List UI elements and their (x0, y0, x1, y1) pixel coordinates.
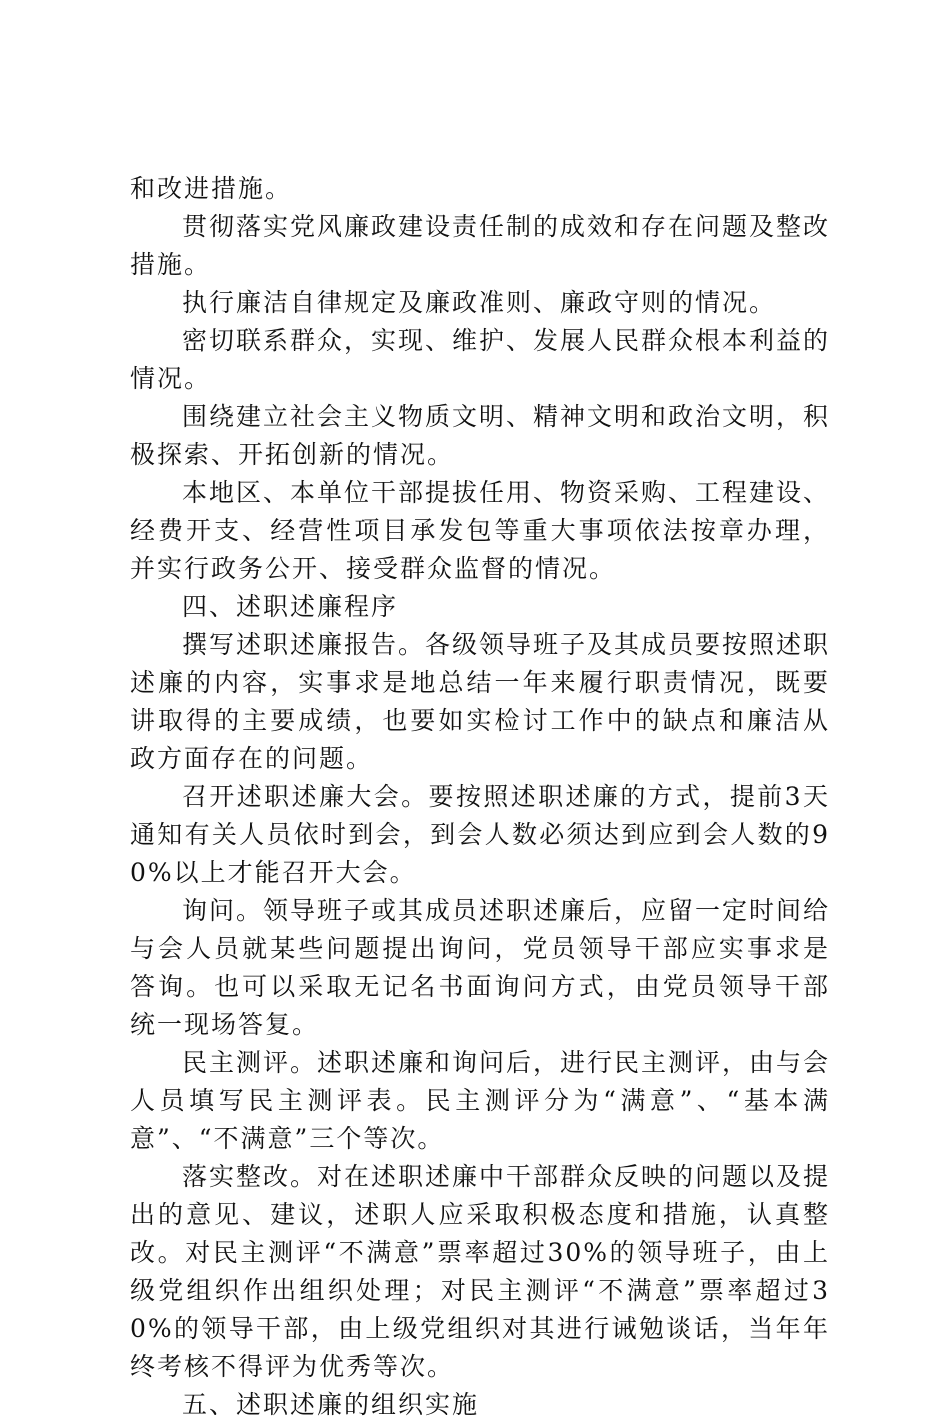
paragraph-continuation: 和改进措施。 (130, 174, 293, 203)
paragraph-masses: 密切联系群众，实现、维护、发展人民群众根本利益的情况。 (130, 326, 831, 393)
paragraph-meeting: 召开述职述廉大会。要按照述职述廉的方式，提前3天通知有关人员依时到会，到会人数必须达到应到会人数的90%以上才能召开大会。 (130, 782, 830, 887)
paragraph-inquiry: 询问。领导班子或其成员述职述廉后，应留一定时间给与会人员就某些问题提出询问，党员领导干部应实事求是答询。也可以采取无记名书面询问方式，由党员领导干部统一现场答复。 (130, 896, 831, 1039)
paragraph-report-writing: 撰写述职述廉报告。各级领导班子及其成员要按照述职述廉的内容，实事求是地总结一年来履行职责情况，既要讲取得的主要成绩，也要如实检讨工作中的缺点和廉洁从政方面存在的问题。 (130, 630, 831, 773)
paragraph-rectification: 落实整改。对在述职述廉中干部群众反映的问题以及提出的意见、建议，述职人应采取积极态度和措施，认真整改。对民主测评“不满意”票率超过30%的领导班子，由上级党组织作出组织处理；对民主测评“不满意”票率超过30%的领导干部，由上级党组织对其进行诫勉谈话，当年年终考核不得评为优秀等次。 (130, 1162, 831, 1381)
paragraph-responsibility: 贯彻落实党风廉政建设责任制的成效和存在问题及整改措施。 (130, 212, 831, 279)
paragraph-civilization: 围绕建立社会主义物质文明、精神文明和政治文明，积极探索、开拓创新的情况。 (130, 402, 831, 469)
paragraph-integrity-rules: 执行廉洁自律规定及廉政准则、廉政守则的情况。 (182, 288, 777, 317)
section-heading-implementation: 五、述职述廉的组织实施 (182, 1390, 480, 1419)
document-body (130, 170, 830, 1424)
paragraph-major-affairs: 本地区、本单位干部提拔任用、物资采购、工程建设、经费开支、经营性项目承发包等重大事项依法按章办理，并实行政务公开、接受群众监督的情况。 (130, 478, 831, 583)
section-heading-procedure: 四、述职述廉程序 (182, 592, 399, 621)
paragraph-evaluation: 民主测评。述职述廉和询问后，进行民主测评，由与会人员填写民主测评表。民主测评分为“满意”、“基本满意”、“不满意”三个等次。 (130, 1048, 831, 1153)
